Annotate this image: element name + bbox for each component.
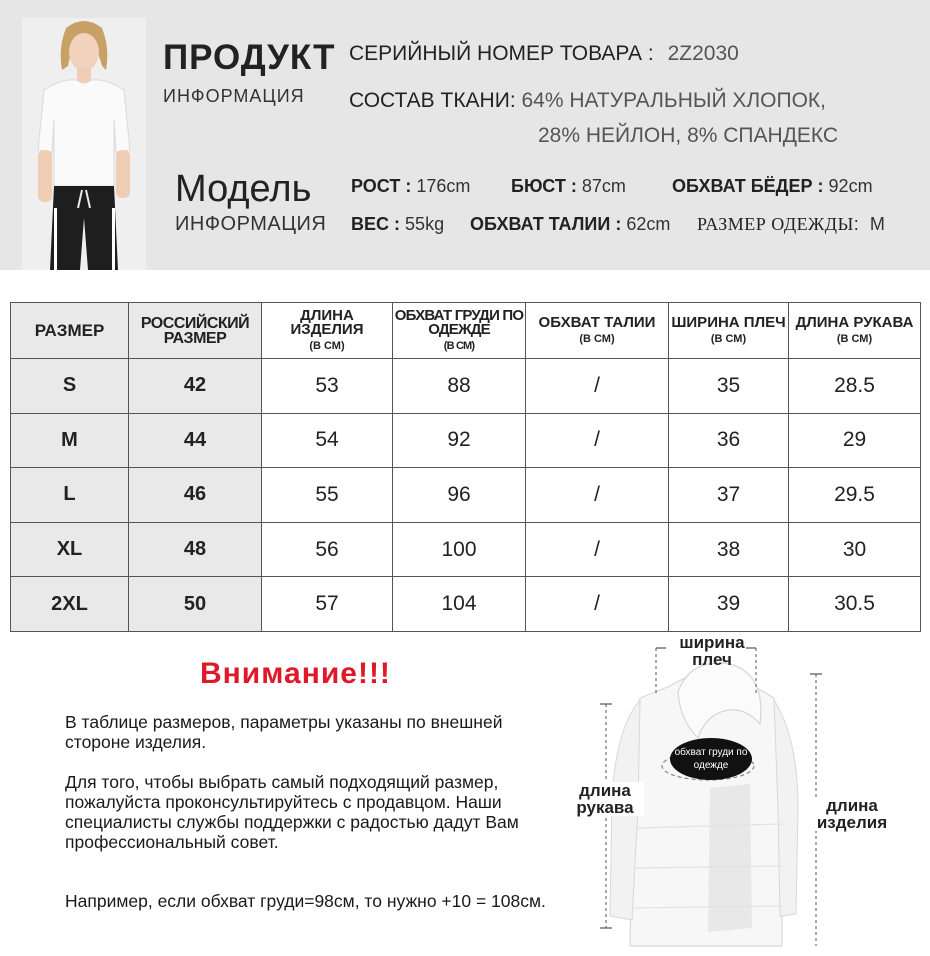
product-info-panel	[0, 0, 930, 270]
length-cell: 53	[262, 359, 393, 414]
chest-girth-badge: обхват груди по одежде	[670, 738, 752, 780]
russian-size-cell: 42	[129, 359, 262, 414]
waist-cell: /	[526, 413, 669, 468]
shoulder-width-label: ширина плеч	[679, 633, 745, 669]
weight-value: 55kg	[405, 214, 445, 234]
sleeve-length-label: длина рукава	[566, 782, 644, 816]
sleeve-cell: 29.5	[789, 468, 921, 523]
height-sep: :	[405, 176, 412, 196]
chest-cell: 92	[393, 413, 526, 468]
russian-size-cell: 46	[129, 468, 262, 523]
bust-label: БЮСТ	[511, 176, 566, 196]
hips-label: ОБХВАТ БЁДЕР	[672, 176, 813, 196]
header-sleeve	[789, 303, 921, 359]
serial-label: СЕРИЙНЫЙ НОМЕР ТОВАРА	[349, 42, 643, 65]
height-value: 176cm	[416, 176, 471, 196]
header-waist	[526, 303, 669, 359]
size-cell: M	[11, 413, 129, 468]
header-label: ОБХВАТ ТАЛИИ	[538, 313, 656, 331]
fabric-line2-row	[538, 124, 838, 148]
size-label: РАЗМЕР ОДЕЖДЫ	[697, 214, 854, 234]
header-label: ШИРИНА ПЛЕЧ	[671, 313, 786, 331]
notice-paragraph-1: В таблице размеров, параметры указаны по внешней стороне изделия.	[65, 712, 503, 752]
table-row	[11, 522, 921, 577]
length-cell: 55	[262, 468, 393, 523]
waist-cell: /	[526, 468, 669, 523]
size-chart-table	[10, 302, 921, 632]
table-header-row	[11, 303, 921, 359]
length-cell: 57	[262, 577, 393, 632]
length-cell: 54	[262, 413, 393, 468]
shoulder-cell: 36	[669, 413, 789, 468]
product-title: ПРОДУКТ	[163, 38, 336, 77]
header-unit: (В СМ)	[579, 332, 615, 345]
header-unit: (В СМ)	[309, 339, 345, 352]
size-sep: :	[853, 214, 859, 234]
table-row	[11, 359, 921, 414]
garment-length-label: длина изделия	[804, 797, 900, 831]
header-russian-size	[129, 303, 262, 359]
waist-cell: /	[526, 359, 669, 414]
product-subtitle: ИНФОРМАЦИЯ	[163, 86, 305, 106]
sleeve-cell: 29	[789, 413, 921, 468]
table-row	[11, 577, 921, 632]
waist-value: 62cm	[626, 214, 671, 234]
waist-cell: /	[526, 577, 669, 632]
header-size	[11, 303, 129, 359]
weight-label: ВЕС	[351, 214, 390, 234]
bust-value: 87cm	[581, 176, 626, 196]
shoulder-cell: 39	[669, 577, 789, 632]
header-chest	[393, 303, 526, 359]
chest-cell: 104	[393, 577, 526, 632]
header-unit: (В СМ)	[710, 332, 747, 345]
model-title: Модель	[175, 168, 312, 210]
model-waist	[470, 214, 670, 235]
size-cell: L	[11, 468, 129, 523]
russian-size-cell: 50	[129, 577, 262, 632]
header-label: РАЗМЕР	[34, 320, 105, 340]
shoulder-cell: 37	[669, 468, 789, 523]
height-label: РОСТ	[351, 176, 401, 196]
attention-title: Внимание!!!	[200, 657, 391, 690]
header-label: РОССИЙСКИЙ РАЗМЕР	[140, 314, 250, 347]
shoulder-cell: 38	[669, 522, 789, 577]
serial-sep: :	[647, 42, 654, 65]
hips-value: 92cm	[828, 176, 873, 196]
sleeve-cell: 30	[789, 522, 921, 577]
shoulder-cell: 35	[669, 359, 789, 414]
header-shoulder	[669, 303, 789, 359]
model-subtitle: ИНФОРМАЦИЯ	[175, 213, 327, 235]
weight-sep: :	[394, 214, 401, 234]
table-row	[11, 413, 921, 468]
model-hips	[672, 176, 873, 197]
serial-value: 2Z2030	[667, 42, 739, 65]
serial-number	[349, 42, 739, 66]
fabric-label: СОСТАВ ТКАНИ	[349, 89, 510, 112]
fabric-line1: 64% НАТУРАЛЬНЫЙ ХЛОПОК,	[521, 89, 826, 112]
header-unit: (В СМ)	[443, 339, 475, 352]
table-row	[11, 468, 921, 523]
header-label: ДЛИНА РУКАВА	[795, 313, 914, 331]
header-length	[262, 303, 393, 359]
model-weight	[351, 214, 444, 235]
chest-cell: 96	[393, 468, 526, 523]
notice-paragraph-2: Для того, чтобы выбрать самый подходящий размер, пожалуйста проконсультируйтесь с продавцом. Наши специалисты службы поддержки с радостью дадут Вам профессиональный совет.	[65, 772, 519, 852]
model-photo	[22, 18, 146, 270]
fabric-line2: 28% НЕЙЛОН, 8% СПАНДЕКС	[538, 124, 839, 147]
sleeve-cell: 30.5	[789, 577, 921, 632]
fabric-composition	[349, 89, 826, 113]
size-cell: XL	[11, 522, 129, 577]
waist-cell: /	[526, 522, 669, 577]
measurement-diagram	[560, 628, 930, 951]
model-size	[697, 214, 885, 235]
waist-sep: :	[615, 214, 622, 234]
waist-label: ОБХВАТ ТАЛИИ	[470, 214, 611, 234]
model-height	[351, 176, 470, 197]
size-value: M	[869, 214, 885, 234]
bust-sep: :	[570, 176, 577, 196]
hips-sep: :	[817, 176, 824, 196]
notice-paragraph-3: Например, если обхват груди=98см, то нужно +10 = 108см.	[65, 891, 546, 911]
fabric-sep: :	[509, 89, 516, 112]
header-label: ДЛИНА ИЗДЕЛИЯ	[290, 306, 364, 338]
length-cell: 56	[262, 522, 393, 577]
russian-size-cell: 48	[129, 522, 262, 577]
size-cell: 2XL	[11, 577, 129, 632]
header-unit: (В СМ)	[836, 332, 873, 345]
sleeve-cell: 28.5	[789, 359, 921, 414]
chest-cell: 100	[393, 522, 526, 577]
size-cell: S	[11, 359, 129, 414]
model-bust	[511, 176, 626, 197]
russian-size-cell: 44	[129, 413, 262, 468]
chest-cell: 88	[393, 359, 526, 414]
header-label: ОБХВАТ ГРУДИ ПО ОДЕЖДЕ	[394, 306, 524, 338]
